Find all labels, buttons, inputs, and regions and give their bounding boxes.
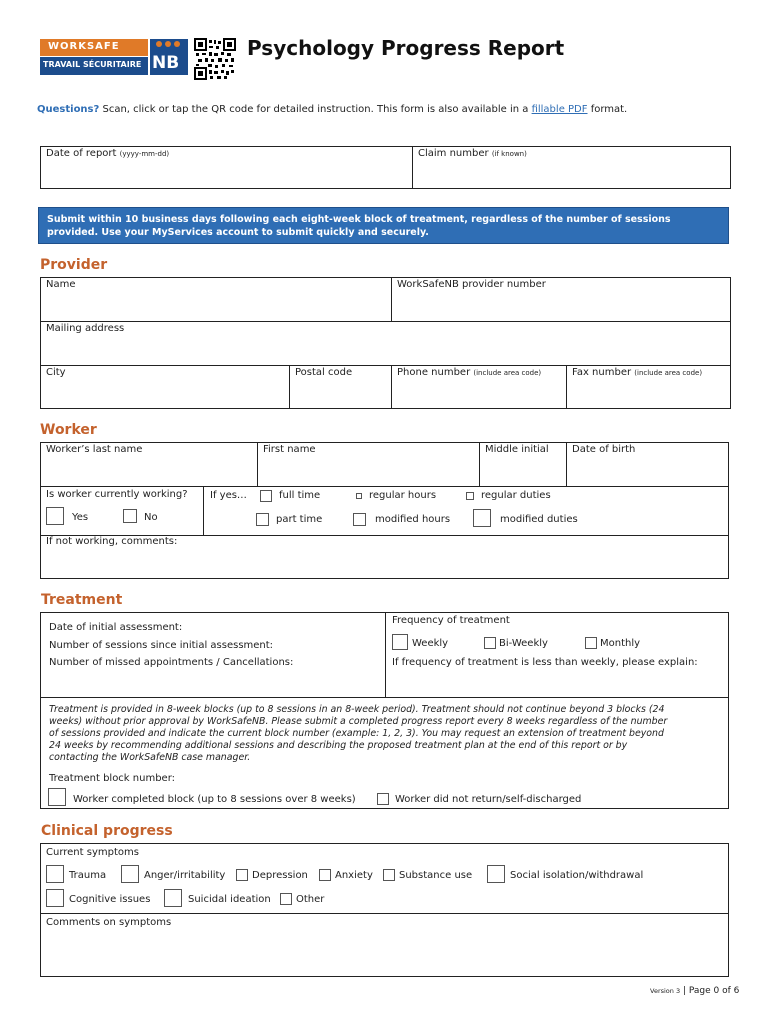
treatment-paragraph-line-1: Treatment is provided in 8-week blocks (up to 8 sessions in an 8-week period). Treatment should not continue beyond 3 blocks (24 — [49, 704, 665, 715]
footer: Version 3 | Page 0 of 6 — [650, 986, 740, 996]
biweekly-label: Bi-Weekly — [499, 638, 548, 649]
date-of-report-label: Date of report (yyyy-mm-dd) — [46, 148, 170, 159]
page-number: Page 0 of 6 — [688, 986, 740, 996]
intro-text-end: format. — [587, 104, 628, 115]
clinical-progress-section-title: Clinical progress — [41, 823, 173, 839]
did-not-return-checkbox[interactable] — [377, 793, 389, 805]
initial-assessment-label: Date of initial assessment: — [49, 622, 183, 633]
worksafenb-logo — [40, 39, 188, 77]
modified-hours-label: modified hours — [375, 514, 451, 525]
not-working-comments-label: If not working, comments: — [46, 536, 178, 547]
yes-checkbox[interactable] — [46, 507, 64, 525]
suicidal-ideation-checkbox[interactable] — [164, 889, 182, 907]
cognitive-issues-checkbox[interactable] — [46, 889, 64, 907]
part-time-label: part time — [276, 514, 323, 525]
worker-section-title: Worker — [40, 422, 97, 438]
anxiety-label: Anxiety — [335, 870, 373, 881]
substance-use-checkbox[interactable] — [383, 869, 395, 881]
regular-hours-checkbox[interactable] — [356, 493, 362, 499]
logo-bottom-text: TRAVAIL SÉCURITAIRE — [43, 60, 142, 69]
intro-text: Scan, click or tap the QR code for detailed instruction. This form is also available in a — [99, 104, 532, 115]
date-of-birth-field[interactable] — [567, 457, 728, 485]
intro-line — [37, 104, 627, 115]
trauma-checkbox[interactable] — [46, 865, 64, 883]
mailing-address-label: Mailing address — [46, 323, 125, 334]
no-label: No — [144, 512, 158, 523]
city-field[interactable] — [41, 380, 288, 408]
city-label: City — [46, 367, 66, 378]
missed-appointments-label: Number of missed appointments / Cancellations: — [49, 657, 294, 668]
postal-code-label: Postal code — [295, 367, 353, 378]
social-isolation-label: Social isolation/withdrawal — [510, 870, 644, 881]
currently-working-label: Is worker currently working? — [46, 489, 188, 500]
trauma-label: Trauma — [69, 870, 107, 881]
full-time-label: full time — [279, 490, 321, 501]
part-time-checkbox[interactable] — [256, 513, 269, 526]
phone-number-field[interactable] — [392, 380, 565, 408]
completed-block-checkbox[interactable] — [48, 788, 66, 806]
treatment-paragraph-line-4: 24 weeks by recommending additional sessions and describing the proposed treatment plan at the end of this report or by — [49, 740, 628, 751]
if-yes-label: If yes… — [210, 490, 247, 501]
biweekly-checkbox[interactable] — [484, 637, 496, 649]
cognitive-issues-label: Cognitive issues — [69, 894, 151, 905]
provider-name-field[interactable] — [41, 292, 390, 320]
yes-label: Yes — [72, 512, 89, 523]
claim-number-field[interactable] — [413, 160, 730, 188]
questions-label: Questions? — [37, 104, 100, 115]
comments-on-symptoms-label: Comments on symptoms — [46, 917, 172, 928]
frequency-label: Frequency of treatment — [392, 615, 510, 626]
modified-duties-checkbox[interactable] — [473, 509, 491, 527]
comments-on-symptoms-field[interactable] — [41, 930, 728, 976]
notice-line-2: provided. Use your MyServices account to submit quickly and securely. — [47, 227, 429, 238]
logo-top-text: WORKSAFE — [48, 41, 120, 52]
version-label: Version 3 — [650, 987, 681, 995]
current-symptoms-label: Current symptoms — [46, 847, 139, 858]
weekly-checkbox[interactable] — [392, 634, 408, 650]
fax-number-field[interactable] — [567, 380, 730, 408]
anxiety-checkbox[interactable] — [319, 869, 331, 881]
fillable-pdf-link[interactable]: fillable PDF — [531, 104, 588, 115]
other-label: Other — [296, 894, 325, 905]
monthly-checkbox[interactable] — [585, 637, 597, 649]
full-time-checkbox[interactable] — [260, 490, 272, 502]
completed-block-label: Worker completed block (up to 8 sessions over 8 weeks) — [73, 794, 356, 805]
modified-duties-label: modified duties — [500, 514, 578, 525]
regular-duties-label: regular duties — [481, 490, 551, 501]
provider-number-field[interactable] — [392, 292, 730, 320]
suicidal-ideation-label: Suicidal ideation — [188, 894, 271, 905]
provider-number-label: WorkSafeNB provider number — [397, 279, 546, 290]
postal-code-field[interactable] — [290, 380, 390, 408]
phone-number-label: Phone number (include area code) — [397, 367, 542, 378]
not-working-comments-field[interactable] — [41, 549, 728, 578]
first-name-label: First name — [263, 444, 316, 455]
provider-section-title: Provider — [40, 257, 108, 273]
other-checkbox[interactable] — [280, 893, 292, 905]
regular-hours-label: regular hours — [369, 490, 437, 501]
mailing-address-field[interactable] — [41, 336, 730, 364]
less-than-weekly-label: If frequency of treatment is less than weekly, please explain: — [392, 657, 698, 668]
anger-checkbox[interactable] — [121, 865, 139, 883]
last-name-label: Worker’s last name — [46, 444, 143, 455]
social-isolation-checkbox[interactable] — [487, 865, 505, 883]
depression-checkbox[interactable] — [236, 869, 248, 881]
logo-nb-text: NB — [152, 53, 180, 73]
middle-initial-field[interactable] — [480, 457, 565, 485]
provider-name-label: Name — [46, 279, 76, 290]
treatment-paragraph-line-2: weeks) without prior approval by WorkSafeNB. Please submit a completed progress report every 8 weeks regardless of the number — [49, 716, 668, 727]
last-name-field[interactable] — [41, 457, 256, 485]
treatment-paragraph-line-3: of sessions provided and indicate the current block number (example: 1, 2, 3). You may request an extension of treatment beyond — [49, 728, 664, 739]
substance-use-label: Substance use — [399, 870, 473, 881]
sessions-count-label: Number of sessions since initial assessment: — [49, 640, 274, 651]
first-name-field[interactable] — [258, 457, 478, 485]
anger-label: Anger/irritability — [144, 870, 226, 881]
no-checkbox[interactable] — [123, 509, 137, 523]
fax-number-label: Fax number (include area code) — [572, 367, 703, 378]
date-of-report-field[interactable] — [41, 160, 411, 188]
claim-number-label: Claim number (if known) — [418, 148, 527, 159]
did-not-return-label: Worker did not return/self-discharged — [395, 794, 582, 805]
date-of-birth-label: Date of birth — [572, 444, 636, 455]
treatment-block-number-label: Treatment block number: — [49, 773, 175, 784]
middle-initial-label: Middle initial — [485, 444, 549, 455]
qr-code-icon[interactable] — [194, 38, 236, 80]
page-title: Psychology Progress Report — [247, 36, 565, 60]
regular-duties-checkbox[interactable] — [466, 492, 474, 500]
treatment-section-title: Treatment — [41, 592, 123, 608]
submission-notice — [38, 207, 729, 244]
monthly-label: Monthly — [600, 638, 641, 649]
notice-line-1: Submit within 10 business days following each eight-week block of treatment, regardless of the number of sessions — [47, 214, 671, 225]
weekly-label: Weekly — [412, 638, 449, 649]
treatment-paragraph-line-5: contacting the WorkSafeNB case manager. — [49, 752, 251, 763]
depression-label: Depression — [252, 870, 308, 881]
modified-hours-checkbox[interactable] — [353, 513, 366, 526]
